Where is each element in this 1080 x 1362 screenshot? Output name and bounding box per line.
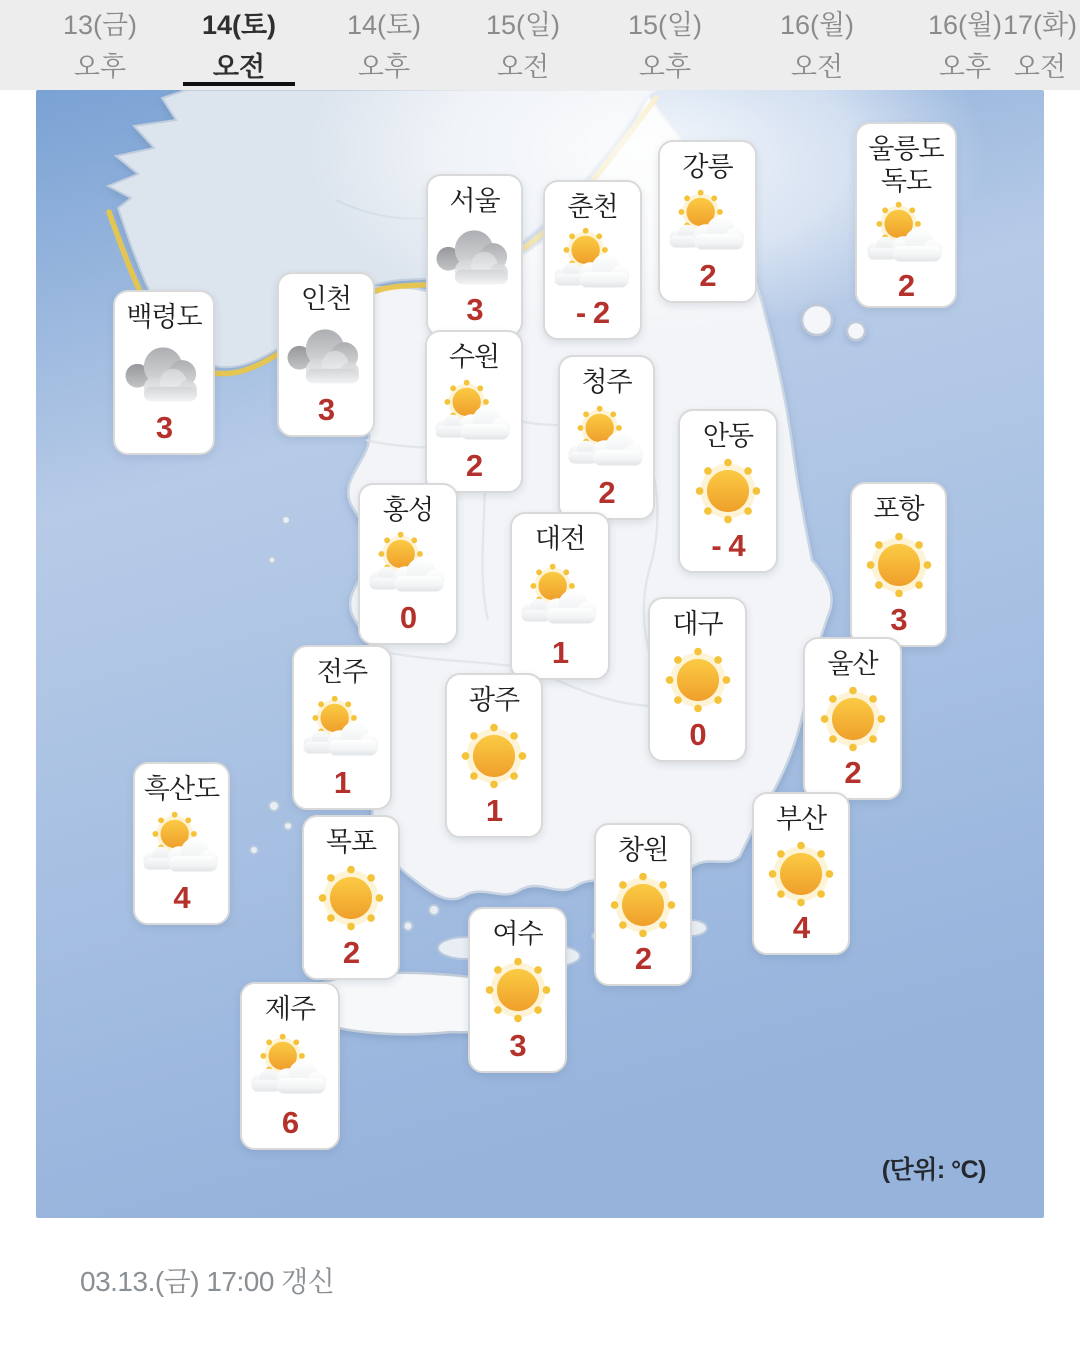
weather-card[interactable] xyxy=(510,512,610,680)
tab-date-label: 14(토) xyxy=(346,10,422,40)
sunny-icon xyxy=(450,720,538,792)
temperature: 3 xyxy=(155,409,173,445)
weather-card[interactable] xyxy=(133,762,230,925)
weather-card[interactable] xyxy=(803,637,902,800)
city-name: 수원 xyxy=(448,342,500,372)
weather-card[interactable] xyxy=(426,174,523,337)
city-name: 광주 xyxy=(468,685,520,715)
temperature: 4 xyxy=(792,909,810,945)
weather-card[interactable] xyxy=(558,355,655,520)
temperature: 2 xyxy=(699,257,716,293)
weather-card[interactable] xyxy=(752,792,850,955)
tab-period-label: 오전 xyxy=(212,52,266,82)
tab-period-label: 오전 xyxy=(790,52,844,82)
temperature: 2 xyxy=(342,934,360,970)
city-name: 울산 xyxy=(827,649,878,679)
weather-card[interactable] xyxy=(292,645,392,810)
tab-date-label: 15(일) xyxy=(485,10,561,40)
sunny-icon xyxy=(684,455,772,527)
city-name: 백령도 xyxy=(126,302,202,332)
ulleungdo-island xyxy=(802,305,832,335)
temperature: 3 xyxy=(509,1027,526,1063)
temperature: 1 xyxy=(551,634,569,670)
city-name: 청주 xyxy=(581,367,632,397)
temperature: 3 xyxy=(317,391,335,427)
footer xyxy=(0,1218,1080,1362)
city-name: 부산 xyxy=(775,804,827,834)
forecast-tab[interactable] xyxy=(745,0,889,90)
temperature: - 4 xyxy=(711,527,745,563)
sunny-icon xyxy=(307,862,395,934)
temperature: 0 xyxy=(689,716,706,752)
city-name: 목포 xyxy=(325,827,377,857)
forecast-tab[interactable] xyxy=(167,0,311,90)
temperature: 2 xyxy=(598,474,615,510)
sunny-icon xyxy=(654,644,742,716)
tab-date-label: 16(월) xyxy=(779,10,855,40)
partly-cloudy-icon xyxy=(430,376,518,448)
tab-period-label: 오전 xyxy=(1013,52,1067,82)
sunny-icon xyxy=(474,954,562,1026)
tab-date-label: 15(일) xyxy=(627,10,703,40)
tab-period-label: 오전 xyxy=(496,52,550,82)
sunny-icon xyxy=(855,529,943,601)
forecast-tab[interactable] xyxy=(312,0,456,90)
tab-date-label: 13(금) xyxy=(62,10,138,40)
tab-period-label: 오후 xyxy=(938,52,992,82)
partly-cloudy-icon xyxy=(516,560,604,632)
city-name: 서울 xyxy=(449,186,500,216)
weather-card[interactable] xyxy=(425,330,523,493)
forecast-tab[interactable] xyxy=(593,0,737,90)
city-name: 인천 xyxy=(300,284,352,314)
temperature: 1 xyxy=(333,764,351,800)
weather-card[interactable] xyxy=(658,140,757,303)
weather-card[interactable] xyxy=(240,982,340,1150)
weather-card[interactable] xyxy=(850,482,947,647)
weather-card[interactable] xyxy=(445,673,543,838)
weather-card[interactable] xyxy=(648,597,747,762)
tab-period-label: 오후 xyxy=(73,52,127,82)
forecast-tab[interactable] xyxy=(968,0,1080,90)
city-name: 대전 xyxy=(534,524,586,554)
weather-card[interactable] xyxy=(543,180,642,340)
tab-period-label: 오후 xyxy=(357,52,411,82)
weather-card[interactable] xyxy=(855,122,957,308)
cloudy-icon xyxy=(431,220,519,292)
temperature: 4 xyxy=(173,879,190,915)
forecast-tab[interactable] xyxy=(28,0,172,90)
weather-card[interactable] xyxy=(468,907,567,1073)
weather-card[interactable] xyxy=(113,290,215,455)
cloudy-icon xyxy=(282,319,370,391)
tab-date-label: 17(화) xyxy=(1002,10,1078,40)
unit-label: (단위: °C) xyxy=(881,1156,986,1184)
korea-weather-map xyxy=(36,90,1044,1218)
temperature: 0 xyxy=(399,599,417,635)
weather-card[interactable] xyxy=(358,483,458,645)
forecast-date-tabbar xyxy=(0,0,1080,90)
temperature: - 2 xyxy=(575,294,610,330)
temperature: 2 xyxy=(634,940,652,976)
city-name: 안동 xyxy=(702,421,754,451)
forecast-tab[interactable] xyxy=(451,0,595,90)
sunny-icon xyxy=(599,869,687,941)
weather-card[interactable] xyxy=(594,823,692,986)
city-name: 대구 xyxy=(672,609,723,639)
city-name: 울릉도 독도 xyxy=(868,134,944,197)
city-name: 포항 xyxy=(873,494,924,524)
city-name: 흑산도 xyxy=(143,774,220,804)
dokdo-island xyxy=(847,322,865,340)
temperature: 2 xyxy=(897,267,915,303)
weather-card[interactable] xyxy=(302,815,400,980)
temperature: 2 xyxy=(465,447,483,483)
city-name: 강릉 xyxy=(682,152,733,182)
sunny-icon xyxy=(757,838,845,910)
city-name: 홍성 xyxy=(382,495,434,525)
sunny-icon xyxy=(809,683,897,755)
temperature: 3 xyxy=(466,291,483,327)
weather-card[interactable] xyxy=(277,272,375,437)
partly-cloudy-icon xyxy=(664,186,752,258)
partly-cloudy-icon xyxy=(549,224,637,296)
tab-date-label: 16(월) xyxy=(927,10,1003,40)
city-name: 여수 xyxy=(492,919,543,949)
updated-timestamp: 03.13.(금) 17:00 갱신 xyxy=(80,1266,335,1297)
partly-cloudy-icon xyxy=(298,692,386,764)
city-name: 창원 xyxy=(617,835,669,865)
city-name: 전주 xyxy=(316,657,368,687)
tab-period-label: 오후 xyxy=(638,52,692,82)
city-name: 제주 xyxy=(264,994,316,1024)
cloudy-icon xyxy=(120,337,208,409)
partly-cloudy-icon xyxy=(246,1030,334,1102)
temperature: 2 xyxy=(844,754,861,790)
temperature: 6 xyxy=(281,1104,299,1140)
tab-date-label: 14(토) xyxy=(201,10,277,40)
partly-cloudy-icon xyxy=(563,402,651,474)
city-name: 춘천 xyxy=(567,192,618,222)
weather-card[interactable] xyxy=(678,409,778,573)
partly-cloudy-icon xyxy=(138,808,226,880)
partly-cloudy-icon xyxy=(364,528,452,600)
partly-cloudy-icon xyxy=(862,198,950,270)
temperature: 1 xyxy=(485,792,503,828)
temperature: 3 xyxy=(890,601,907,637)
